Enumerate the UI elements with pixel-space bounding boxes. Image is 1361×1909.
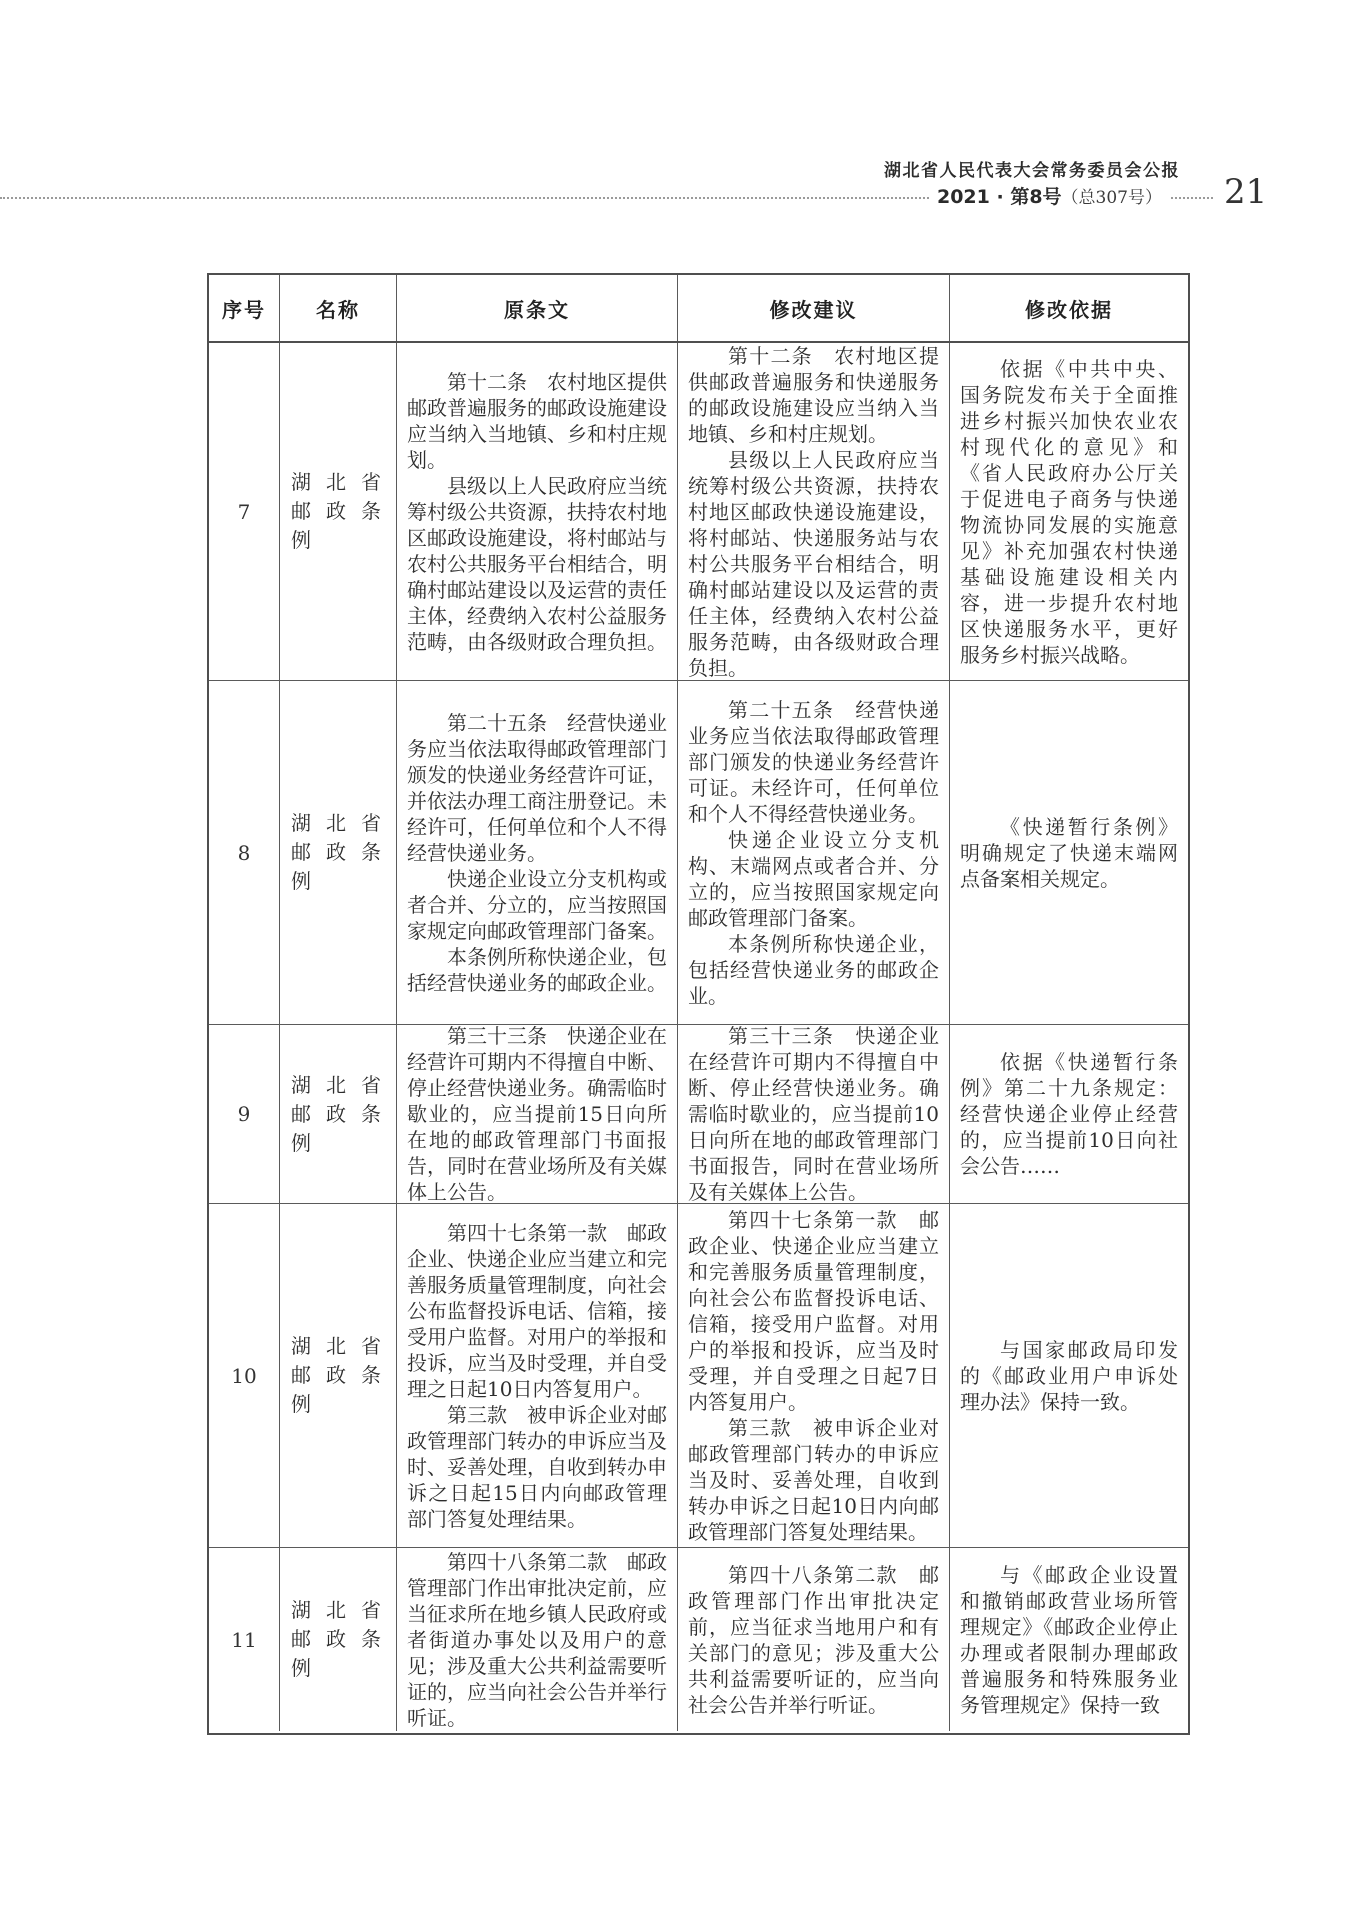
name-cell — [280, 343, 397, 680]
paragraph: 第二十五条 经营快递业务应当依法取得邮政管理部门颁发的快递业务经营许可证，并依法办理工商注册登记。未经许可，任何单位和个人不得经营快递业务。 — [407, 710, 667, 865]
issue-total-number: （总307号） — [1061, 188, 1162, 208]
suggestion-cell — [678, 1548, 950, 1731]
seq-value: 7 — [237, 499, 251, 524]
publication-title: 湖北省人民代表大会常务委员会公报 — [884, 161, 1180, 181]
basis-cell — [950, 1025, 1188, 1203]
table-row — [209, 1548, 1188, 1731]
paragraph: 第三十三条 快递企业在经营许可期内不得擅自中断、停止经营快递业务。确需临时歇业的，应当提前10日向所在地的邮政管理部门书面报告，同时在营业场所及有关媒体上公告。 — [688, 1025, 939, 1203]
column-header-basis: 修改依据 — [1025, 297, 1113, 322]
paragraph: 第三十三条 快递企业在经营许可期内不得擅自中断、停止经营快递业务。确需临时歇业的，应当提前15日向所在地的邮政管理部门书面报告，同时在营业场所及有关媒体上公告。 — [407, 1025, 667, 1203]
suggestion-cell — [678, 1025, 950, 1203]
column-header-original: 原条文 — [397, 275, 678, 341]
original-text-cell — [397, 1204, 678, 1547]
suggestion-cell — [678, 1204, 950, 1547]
regulation-name: 湖北省邮政条例 — [291, 1598, 385, 1680]
paragraph: 县级以上人民政府应当统筹村级公共资源，扶持农村地区邮政设施建设，将村邮站与农村公共服务平台相结合，明确村邮站建设以及运营的责任主体，经费纳入农村公益服务范畴，由各级财政合理负担。 — [407, 473, 667, 654]
table-header-row — [209, 275, 1188, 343]
paragraph: 《快递暂行条例》明确规定了快递末端网点备案相关规定。 — [960, 814, 1178, 891]
paragraph: 第四十七条第一款 邮政企业、快递企业应当建立和完善服务质量管理制度，向社会公布监督投诉电话、信箱，接受用户监督。对用户的举报和投诉，应当及时受理，并自受理之日起10日内答复用户。 — [407, 1220, 667, 1401]
name-cell — [280, 681, 397, 1024]
regulation-name: 湖北省邮政条例 — [291, 470, 385, 552]
seq-value: 9 — [237, 1102, 251, 1126]
page-number: 21 — [1224, 172, 1268, 212]
paragraph: 依据《快递暂行条例》第二十九条规定：经营快递企业停止经营的，应当提前10日向社会公告…… — [960, 1050, 1178, 1178]
paragraph: 第二十五条 经营快递业务应当依法取得邮政管理部门颁发的快递业务经营许可证。未经许可，任何单位和个人不得经营快递业务。 — [688, 697, 939, 826]
paragraph: 快递企业设立分支机构或者合并、分立的，应当按照国家规定向邮政管理部门备案。 — [407, 866, 667, 943]
seq-value: 11 — [231, 1627, 257, 1652]
regulation-name: 湖北省邮政条例 — [291, 1072, 385, 1155]
name-cell — [280, 1204, 397, 1547]
original-text-cell — [397, 343, 678, 680]
regulation-name: 湖北省邮政条例 — [291, 811, 385, 893]
paragraph: 与国家邮政局印发的《邮政业用户申诉处理办法》保持一致。 — [960, 1337, 1178, 1414]
suggestion-cell — [678, 343, 950, 680]
seq-cell — [209, 1548, 280, 1731]
seq-cell — [209, 1025, 280, 1203]
paragraph: 快递企业设立分支机构、末端网点或者合并、分立的，应当按照国家规定向邮政管理部门备案。 — [688, 827, 939, 930]
original-text-cell — [397, 681, 678, 1024]
basis-cell — [950, 343, 1188, 680]
paragraph: 本条例所称快递企业，包括经营快递业务的邮政企业。 — [407, 944, 667, 995]
paragraph: 县级以上人民政府应当统筹村级公共资源，扶持农村地区邮政快递设施建设，将村邮站、快递服务站与农村公共服务平台相结合，明确村邮站建设以及运营的责任主体，经费纳入农村公益服务范畴，由各级财政合理负担。 — [688, 447, 939, 680]
paragraph: 第十二条 农村地区提供邮政普遍服务和快递服务的邮政设施建设应当纳入当地镇、乡和村庄规划。 — [688, 343, 939, 446]
paragraph: 与《邮政企业设置和撤销邮政营业场所管理规定》《邮政企业停止办理或者限制办理邮政普遍服务和特殊服务业务管理规定》保持一致 — [960, 1562, 1178, 1717]
revision-table — [207, 273, 1190, 1735]
table-row — [209, 1025, 1188, 1204]
seq-value: 10 — [231, 1363, 257, 1388]
paragraph: 第三款 被申诉企业对邮政管理部门转办的申诉应当及时、妥善处理，自收到转办申诉之日起15日内向邮政管理部门答复处理结果。 — [407, 1402, 667, 1531]
original-text-cell — [397, 1025, 678, 1203]
table-row — [209, 1204, 1188, 1548]
seq-value: 8 — [237, 840, 251, 865]
name-cell — [280, 1025, 397, 1203]
column-header-seq: 序号 — [209, 275, 280, 341]
basis-cell — [950, 1548, 1188, 1731]
basis-cell — [950, 1204, 1188, 1547]
issue-info — [929, 184, 1170, 211]
column-header-name: 名称 — [280, 275, 397, 341]
issue-number: 2021 · 第8号 — [936, 186, 1062, 208]
name-cell — [280, 1548, 397, 1731]
table-row — [209, 681, 1188, 1025]
basis-cell — [950, 681, 1188, 1024]
suggestion-cell — [678, 681, 950, 1024]
seq-cell — [209, 343, 280, 680]
regulation-name: 湖北省邮政条例 — [291, 1334, 385, 1416]
paragraph: 本条例所称快递企业，包括经营快递业务的邮政企业。 — [688, 931, 939, 1008]
seq-cell — [209, 681, 280, 1024]
column-header-suggestion: 修改建议 — [678, 275, 950, 341]
paragraph: 第四十八条第二款 邮政管理部门作出审批决定前，应当征求所在地乡镇人民政府或者街道办事处以及用户的意见；涉及重大公共利益需要听证的，应当向社会公告并举行听证。 — [407, 1549, 667, 1730]
table-row — [209, 343, 1188, 681]
paragraph: 第四十七条第一款 邮政企业、快递企业应当建立和完善服务质量管理制度，向社会公布监督投诉电话、信箱，接受用户监督。对用户的举报和投诉，应当及时受理，并自受理之日起7日内答复用户。 — [688, 1207, 939, 1414]
paragraph: 第十二条 农村地区提供邮政普遍服务的邮政设施建设应当纳入当地镇、乡和村庄规划。 — [407, 369, 667, 472]
paragraph: 第三款 被申诉企业对邮政管理部门转办的申诉应当及时、妥善处理，自收到转办申诉之日起10日内向邮政管理部门答复处理结果。 — [688, 1415, 939, 1544]
seq-cell — [209, 1204, 280, 1547]
paragraph: 依据《中共中央、国务院发布关于全面推进乡村振兴加快农业农村现代化的意见》和《省人民政府办公厅关于促进电子商务与快递物流协同发展的实施意见》补充加强农村快递基础设施建设相关内容，进一步提升农村地区快递服务水平，更好服务乡村振兴战略。 — [960, 356, 1178, 667]
original-text-cell — [397, 1548, 678, 1731]
paragraph: 第四十八条第二款 邮政管理部门作出审批决定前，应当征求当地用户和有关部门的意见；涉及重大公共利益需要听证的，应当向社会公告并举行听证。 — [688, 1562, 939, 1717]
